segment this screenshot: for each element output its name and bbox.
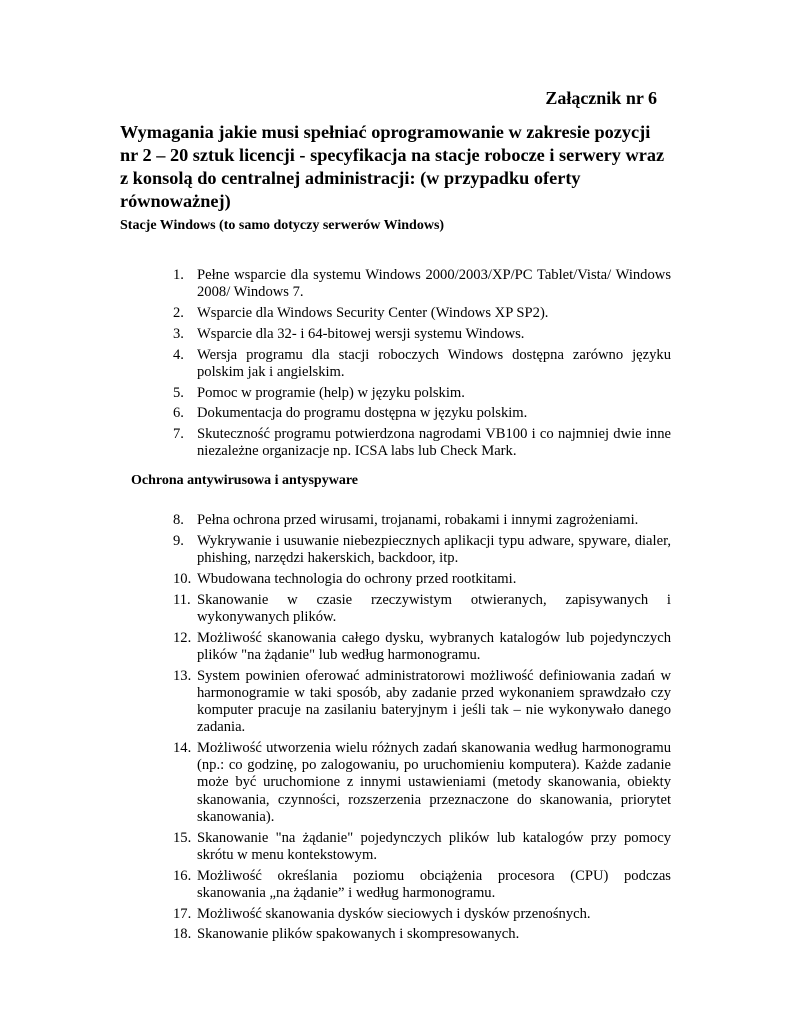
annex-label: Załącznik nr 6 <box>545 88 657 108</box>
section-heading-windows: Stacje Windows (to samo dotyczy serwerów Windows) <box>120 218 445 233</box>
list-item <box>173 906 671 923</box>
list-item <box>173 512 671 529</box>
list-item <box>173 868 671 902</box>
item-number: 9. <box>173 532 184 549</box>
section-heading-antivirus: Ochrona antywirusowa i antyspyware <box>131 473 359 488</box>
list-item <box>173 668 671 737</box>
item-number: 18. <box>173 926 192 943</box>
item-number: 15. <box>173 829 192 846</box>
item-text: Wsparcie dla Windows Security Center (Windows XP SP2). <box>197 305 549 321</box>
item-text: Wbudowana technologia do ochrony przed rootkitami. <box>197 570 517 587</box>
list-item <box>173 630 671 664</box>
list-item <box>173 267 671 301</box>
item-number: 5. <box>173 384 184 401</box>
item-number: 2. <box>173 305 184 321</box>
list-item <box>173 385 671 402</box>
item-number: 3. <box>173 325 184 342</box>
item-number: 10. <box>173 570 192 587</box>
item-text: Wsparcie dla 32- i 64-bitowej wersji systemu Windows. <box>197 325 525 342</box>
list-item <box>173 326 671 343</box>
item-text: Pełna ochrona przed wirusami, trojanami, robakami i innymi zagrożeniami. <box>197 512 639 528</box>
item-text: Wersja programu dla stacji roboczych Windows dostępna zarówno języku polskim jak i angielskim. <box>197 346 671 380</box>
item-number: 11. <box>173 591 191 608</box>
list-item <box>173 533 671 567</box>
item-text: Skanowanie w czasie rzeczywistym otwieranych, zapisywanych i wykonywanych plików. <box>197 591 671 625</box>
item-number: 7. <box>173 426 184 443</box>
item-text: Możliwość skanowania dysków sieciowych i dysków przenośnych. <box>197 905 591 922</box>
item-number: 6. <box>173 405 184 422</box>
list-item <box>173 305 671 322</box>
item-text: Wykrywanie i usuwanie niebezpiecznych aplikacji typu adware, spyware, dialer, phishing, narzędzi hakerskich, backdoor, itp. <box>197 532 671 566</box>
list-item <box>173 926 671 943</box>
list-item <box>173 347 671 381</box>
list-item <box>173 592 671 626</box>
list-item <box>173 405 671 422</box>
item-number: 12. <box>173 629 192 646</box>
item-text: Pełne wsparcie dla systemu Windows 2000/2003/XP/PC Tablet/Vista/ Windows 2008/ Windows 7. <box>197 267 671 301</box>
list-item <box>173 426 671 460</box>
item-text: System powinien oferować administratorowi możliwość definiowania zadań w harmonogramie w taki sposób, aby zadanie przed wykonaniem sprawdzało czy komputer pracuje na zasilaniu bateryjnym i jeśli tak – nie wykonywało danego zadania. <box>197 667 671 736</box>
list-item <box>173 830 671 864</box>
item-text: Skuteczność programu potwierdzona nagrodami VB100 i co najmniej dwie inne niezależne organizacje np. ICSA labs lub Check Mark. <box>197 426 671 460</box>
item-text: Możliwość określania poziomu obciążenia procesora (CPU) podczas skanowania „na żądanie” i według harmonogramu. <box>197 867 671 901</box>
item-number: 1. <box>173 267 184 283</box>
item-number: 14. <box>173 740 192 756</box>
item-number: 4. <box>173 346 184 363</box>
item-number: 8. <box>173 512 184 528</box>
item-text: Możliwość utworzenia wielu różnych zadań skanowania według harmonogramu (np.: co godzinę, po zalogowaniu, po uruchomieniu komputera). Każde zadanie może być uruchomione z innymi ustawieniami (metody skanowania, obiekty skanowania, czynności, rozszerzenia przeznaczone do skanowania, priorytet skanowania). <box>197 740 671 825</box>
item-number: 16. <box>173 867 192 884</box>
item-text: Dokumentacja do programu dostępna w języku polskim. <box>197 405 528 422</box>
list-item <box>173 740 671 826</box>
document-title: Wymagania jakie musi spełniać oprogramowanie w zakresie pozycji nr 2 – 20 sztuk licencji - specyfikacja na stacje robocze i serwery wraz z konsolą do centralnej administracji: (w przypadku oferty równoważnej) <box>120 122 665 211</box>
requirements-list-windows <box>173 267 671 464</box>
requirements-list-antivirus <box>173 512 671 947</box>
item-text: Możliwość skanowania całego dysku, wybranych katalogów lub pojedynczych plików "na żądanie" lub według harmonogramu. <box>197 629 671 663</box>
list-item <box>173 571 671 588</box>
item-number: 13. <box>173 667 192 684</box>
item-text: Pomoc w programie (help) w języku polskim. <box>197 384 465 401</box>
item-text: Skanowanie plików spakowanych i skompresowanych. <box>197 926 520 943</box>
item-number: 17. <box>173 905 192 922</box>
item-text: Skanowanie "na żądanie" pojedynczych plików lub katalogów przy pomocy skrótu w menu kontekstowym. <box>197 829 671 863</box>
